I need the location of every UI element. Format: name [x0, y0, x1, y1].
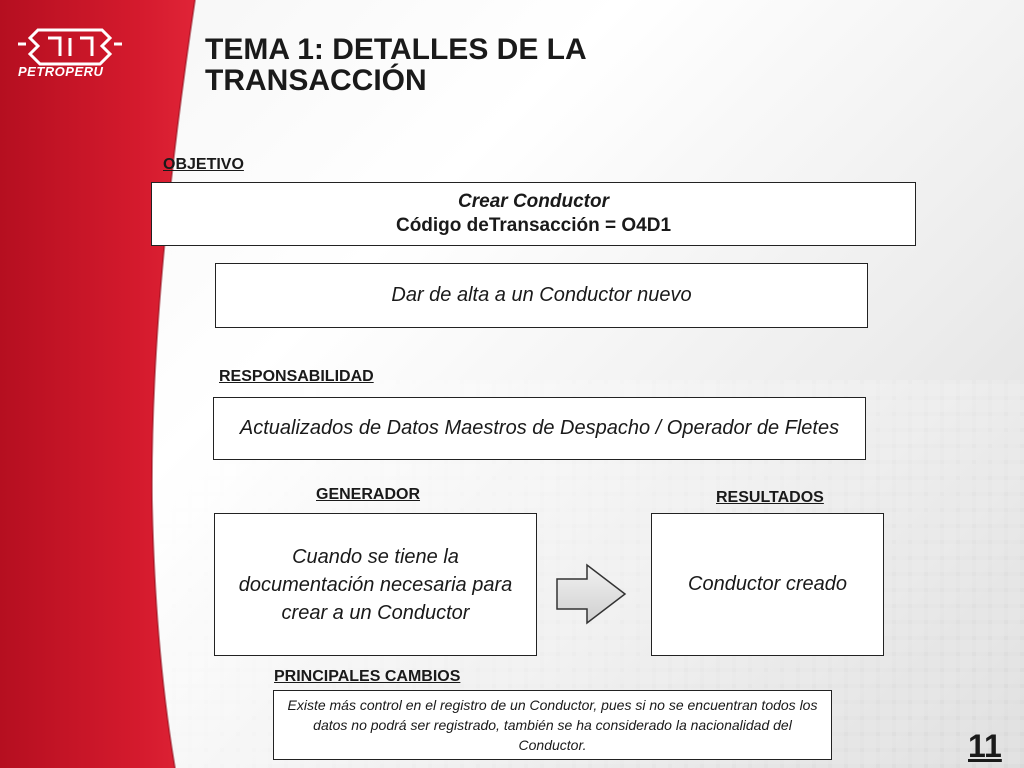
page-title: TEMA 1: DETALLES DE LA TRANSACCIÓN	[205, 33, 586, 97]
responsabilidad-label: RESPONSABILIDAD	[219, 368, 374, 385]
objetivo-line1: Crear Conductor	[458, 191, 609, 212]
generador-label: GENERADOR	[316, 486, 421, 503]
generador-text: Cuando se tiene la documentación necesaria para crear a un Conductor	[238, 545, 513, 624]
brand-name: PETROPERU	[18, 64, 104, 79]
alta-text: Dar de alta a un Conductor nuevo	[391, 284, 692, 306]
generador-box	[214, 513, 537, 656]
resultados-text: Conductor creado	[688, 573, 847, 595]
responsabilidad-text: Actualizados de Datos Maestros de Despacho / Operador de Fletes	[239, 417, 840, 439]
objetivo-line2: Código deTransacción = O4D1	[395, 215, 672, 236]
arrow-right-icon	[555, 563, 627, 625]
objetivo-label: OBJETIVO	[163, 156, 244, 173]
resultados-box	[651, 513, 884, 656]
cambios-label: PRINCIPALES CAMBIOS	[274, 668, 461, 685]
red-side-band	[0, 0, 200, 768]
resultados-label: RESULTADOS	[716, 489, 824, 506]
cambios-box	[273, 690, 832, 760]
cambios-text: Existe más control en el registro de un Conductor, pues si no se encuentran todos los datos no podrá ser registrado, también se ha considerado la nacionalidad del Conductor.	[287, 697, 818, 753]
responsabilidad-box	[213, 397, 866, 460]
page-number: 11	[968, 728, 1002, 764]
objetivo-box	[151, 182, 916, 246]
alta-box	[215, 263, 868, 328]
